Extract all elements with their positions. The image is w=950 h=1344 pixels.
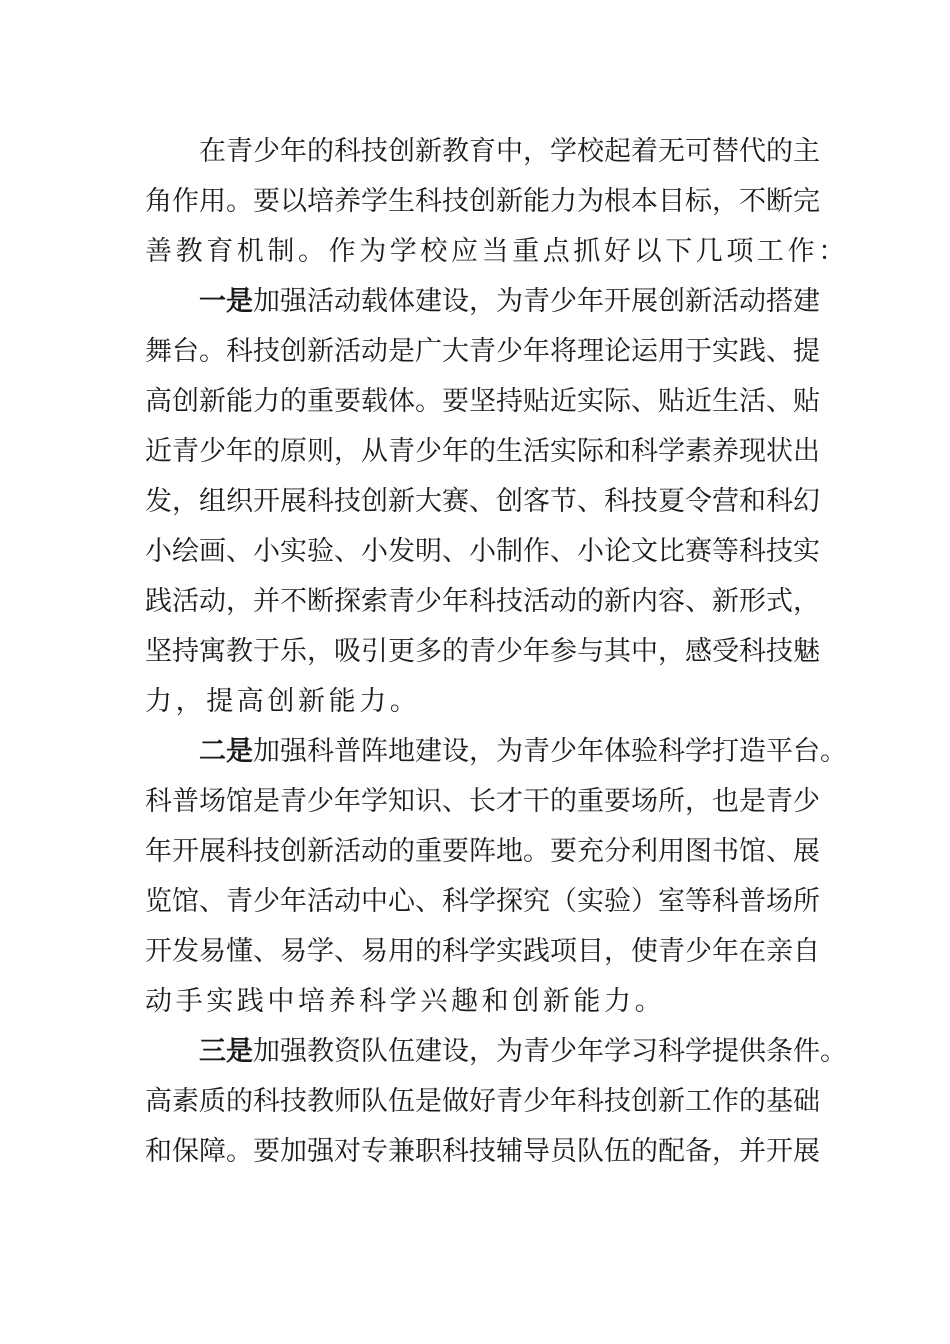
paragraph-1-line-3 [145,227,849,277]
line-text: 开发易懂、易学、易用的科学实践项目，使青少年在亲自 [145,936,820,967]
paragraph-2-line-2 [145,327,820,377]
line-text: 坚持寓教于乐，吸引更多的青少年参与其中，感受科技魅 [145,636,820,667]
line-text: 近青少年的原则，从青少年的生活实际和科学素养现状出 [145,436,820,467]
paragraph-2-line-7 [145,577,820,627]
paragraph-lead: 二是 [199,736,253,767]
line-text: 览馆、青少年活动中心、科学探究（实验）室等科普场所 [145,886,820,917]
line-text: 角作用。要以培养学生科技创新能力为根本目标，不断完 [145,186,820,217]
paragraph-lead: 三是 [199,1036,253,1067]
paragraph-1-line-1 [199,127,820,177]
paragraph-2-line-3 [145,377,820,427]
line-text: 舞台。科技创新活动是广大青少年将理论运用于实践、提 [145,336,820,367]
paragraph-3-line-2 [145,777,820,827]
line-text: 高素质的科技教师队伍是做好青少年科技创新工作的基础 [145,1086,820,1117]
line-text: 发，组织开展科技创新大赛、创客节、科技夏令营和科幻 [145,486,820,517]
paragraph-2-line-6 [145,527,820,577]
paragraph-4-line-3 [145,1127,820,1177]
line-text: 动手实践中培养科学兴趣和创新能力。 [145,986,666,1017]
line-text: 和保障。要加强对专兼职科技辅导员队伍的配备，并开展 [145,1136,820,1167]
paragraph-2-line-1 [199,277,820,327]
line-text: 践活动，并不断探索青少年科技活动的新内容、新形式， [145,586,820,617]
paragraph-3-line-1 [199,727,847,777]
line-text: 加强活动载体建设，为青少年开展创新活动搭建 [253,286,820,317]
paragraph-4-line-1 [199,1027,847,1077]
line-text: 善教育机制。作为学校应当重点抓好以下几项工作： [145,236,849,267]
line-text: 加强教资队伍建设，为青少年学习科学提供条件。 [253,1036,847,1067]
paragraph-2-line-8 [145,627,820,677]
paragraph-lead: 一是 [199,286,253,317]
line-text: 在青少年的科技创新教育中，学校起着无可替代的主 [199,136,820,167]
line-text: 力，提高创新能力。 [145,686,421,717]
paragraph-2-line-4 [145,427,820,477]
line-text: 科普场馆是青少年学知识、长才干的重要场所，也是青少 [145,786,820,817]
paragraph-3-line-6 [145,977,807,1027]
line-text: 加强科普阵地建设，为青少年体验科学打造平台。 [253,736,847,767]
paragraph-3-line-5 [145,927,820,977]
paragraph-3-line-4 [145,877,820,927]
paragraph-2-line-5 [145,477,820,527]
paragraph-3-line-3 [145,827,820,877]
paragraph-4-line-2 [145,1077,820,1127]
line-text: 高创新能力的重要载体。要坚持贴近实际、贴近生活、贴 [145,386,820,417]
paragraph-2-line-9 [145,677,807,727]
line-text: 年开展科技创新活动的重要阵地。要充分利用图书馆、展 [145,836,820,867]
paragraph-1-line-2 [145,177,820,227]
line-text: 小绘画、小实验、小发明、小制作、小论文比赛等科技实 [145,536,820,567]
